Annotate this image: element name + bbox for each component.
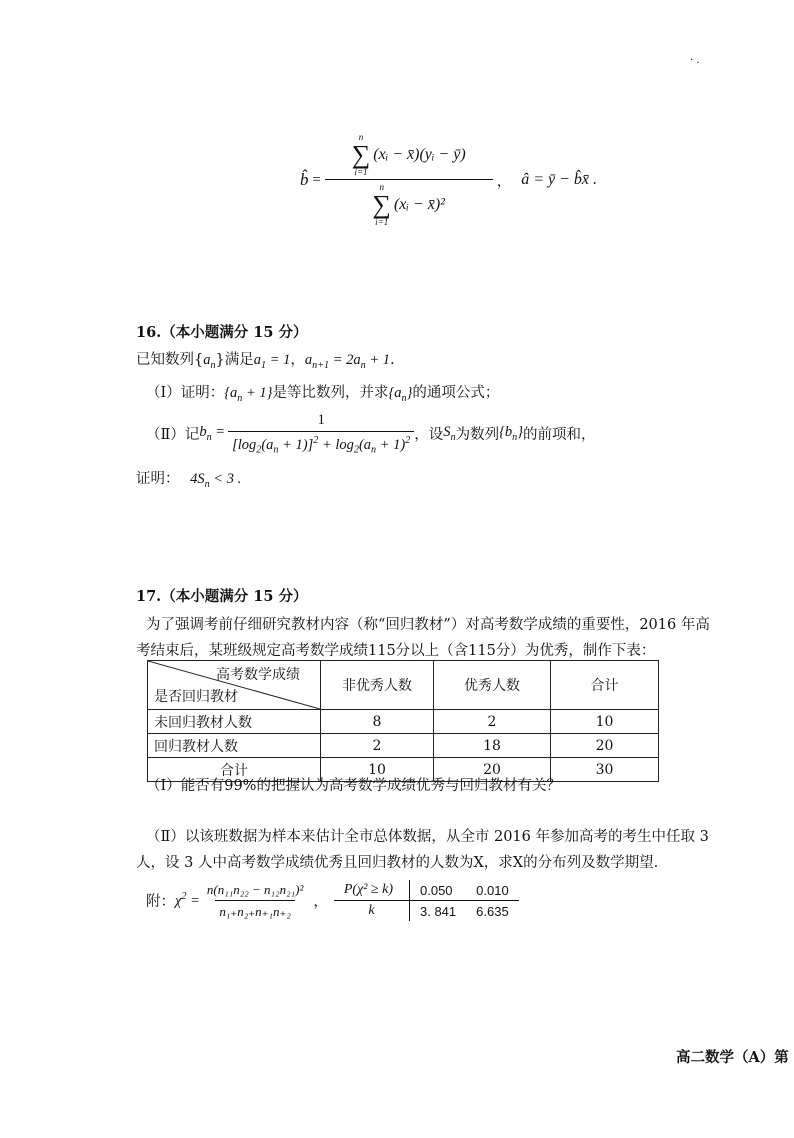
table-cell: 30 (551, 758, 659, 782)
corner-bottom-label: 是否回归教材 (154, 689, 238, 705)
b-n-fraction: $\frac{1}{[\log_2(a_n + 1)]^2 + \log_2(a_n + 1)^2}$ (228, 412, 414, 456)
appendix: 附： $\chi^2$ = $\frac{\text{n(n₁₁n₂₂ − n₁₂n₂₁)²}}{\text{n₁₊n₂₊n₊₁n₊₂}}$ ， P(χ² ≥ k) 0.050 0.010 k 3. 841 6.635 (146, 880, 519, 921)
page-footer: 高二数学（A）第 (676, 1049, 789, 1066)
corner-top-label: 高考数学成绩 (216, 667, 300, 683)
q17-part1: （Ⅰ）能否有99%的把握认为高考数学成绩优秀与回归教材有关？ (146, 778, 561, 794)
b-hat: b̂ (300, 170, 309, 189)
table-cell: 20 (551, 734, 659, 758)
row-label: 回归教材人数 (148, 734, 321, 758)
table-row (148, 710, 659, 734)
q17-part2-line1: （Ⅱ）以该班数据为样本来估计全市总体数据，从全市 2016 年参加高考的考生中任取 3 (146, 829, 709, 845)
q16-header: 16.（本小题满分 15 分） (136, 324, 308, 341)
denominator: (xᵢ − x̄)² (393, 196, 445, 213)
table-cell: 2 (434, 710, 551, 734)
slope-fraction: n ∑ i=1 (xᵢ − x̄)(yᵢ − ȳ) n ∑ i=1 (xᵢ − x̄)² (325, 133, 493, 227)
a-hat-formula: â = ȳ − b̂x̄ . (521, 171, 597, 188)
q16-intro: 已知数列$\{a_n\}$满足$a_1 = 1$，$a_{n+1} = 2a_n + 1$. (136, 352, 395, 371)
chi-square-fraction: $\frac{\text{n(n₁₁n₂₂ − n₁₂n₂₁)²}}{\text{n₁₊n₂₊n₊₁n₊₂}}$ (206, 881, 304, 919)
table-cell: 8 (321, 710, 434, 734)
table-corner-cell (148, 661, 321, 710)
crit-p-value: 0.010 (466, 880, 519, 901)
crit-k-value: 6.635 (476, 903, 509, 919)
table-cell: 20 (434, 758, 551, 782)
regression-formula: b̂ = n ∑ i=1 (xᵢ − x̄)(yᵢ − ȳ) n ∑ i=1 (xᵢ − x̄)² ， â = ȳ − b̂x̄ . (300, 132, 597, 227)
row-label: 合计 (148, 758, 321, 782)
table-cell: 18 (434, 734, 551, 758)
q17-header: 17.（本小题满分 15 分） (136, 588, 308, 605)
col-header: 非优秀人数 (321, 661, 434, 710)
crit-k-value: 3. 841 (420, 903, 457, 919)
appendix-label: 附： (146, 894, 175, 910)
table-cell: 2 (321, 734, 434, 758)
col-header: 合计 (551, 661, 659, 710)
table-row (148, 734, 659, 758)
crit-k-label: k (334, 901, 410, 922)
table-cell: 10 (321, 758, 434, 782)
numerator: (xᵢ − x̄)(yᵢ − ȳ) (373, 146, 466, 163)
q16-proof: 证明： $4S_n < 3$ . (136, 471, 242, 490)
contingency-table (147, 660, 659, 782)
q16-part1: （Ⅰ）证明：$\{a_n + 1\}$是等比数列，并求$\{a_n\}$的通项公式； (146, 385, 500, 404)
crit-p-label: P(χ² ≥ k) (334, 880, 410, 901)
crit-p-value: 0.050 (410, 880, 467, 901)
q17-paragraph-line1: 为了强调考前仔细研究教材内容（称“回归教材”）对高考数学成绩的重要性，2016 年高 (146, 617, 710, 633)
scan-mark: · . (690, 55, 700, 66)
q17-paragraph-line2: 考结束后，某班级规定高考数学成绩115分以上（含115分）为优秀，制作下表： (136, 643, 656, 659)
q16-part2: （Ⅱ）记 $b_n$ = $\frac{1}{[\log_2(a_n + 1)]^2 + \log_2(a_n + 1)^2}$ ，设 $S_n$ 为数列 $\{b_n\}$ 的前项和， (146, 412, 596, 456)
table-cell: 10 (551, 710, 659, 734)
col-header: 优秀人数 (434, 661, 551, 710)
critical-value-table (334, 880, 519, 921)
q17-part2-line2: 人，设 3 人中高考数学成绩优秀且回归教材的人数为X，求X的分布列及数学期望. (136, 855, 659, 871)
row-label: 未回归教材人数 (148, 710, 321, 734)
